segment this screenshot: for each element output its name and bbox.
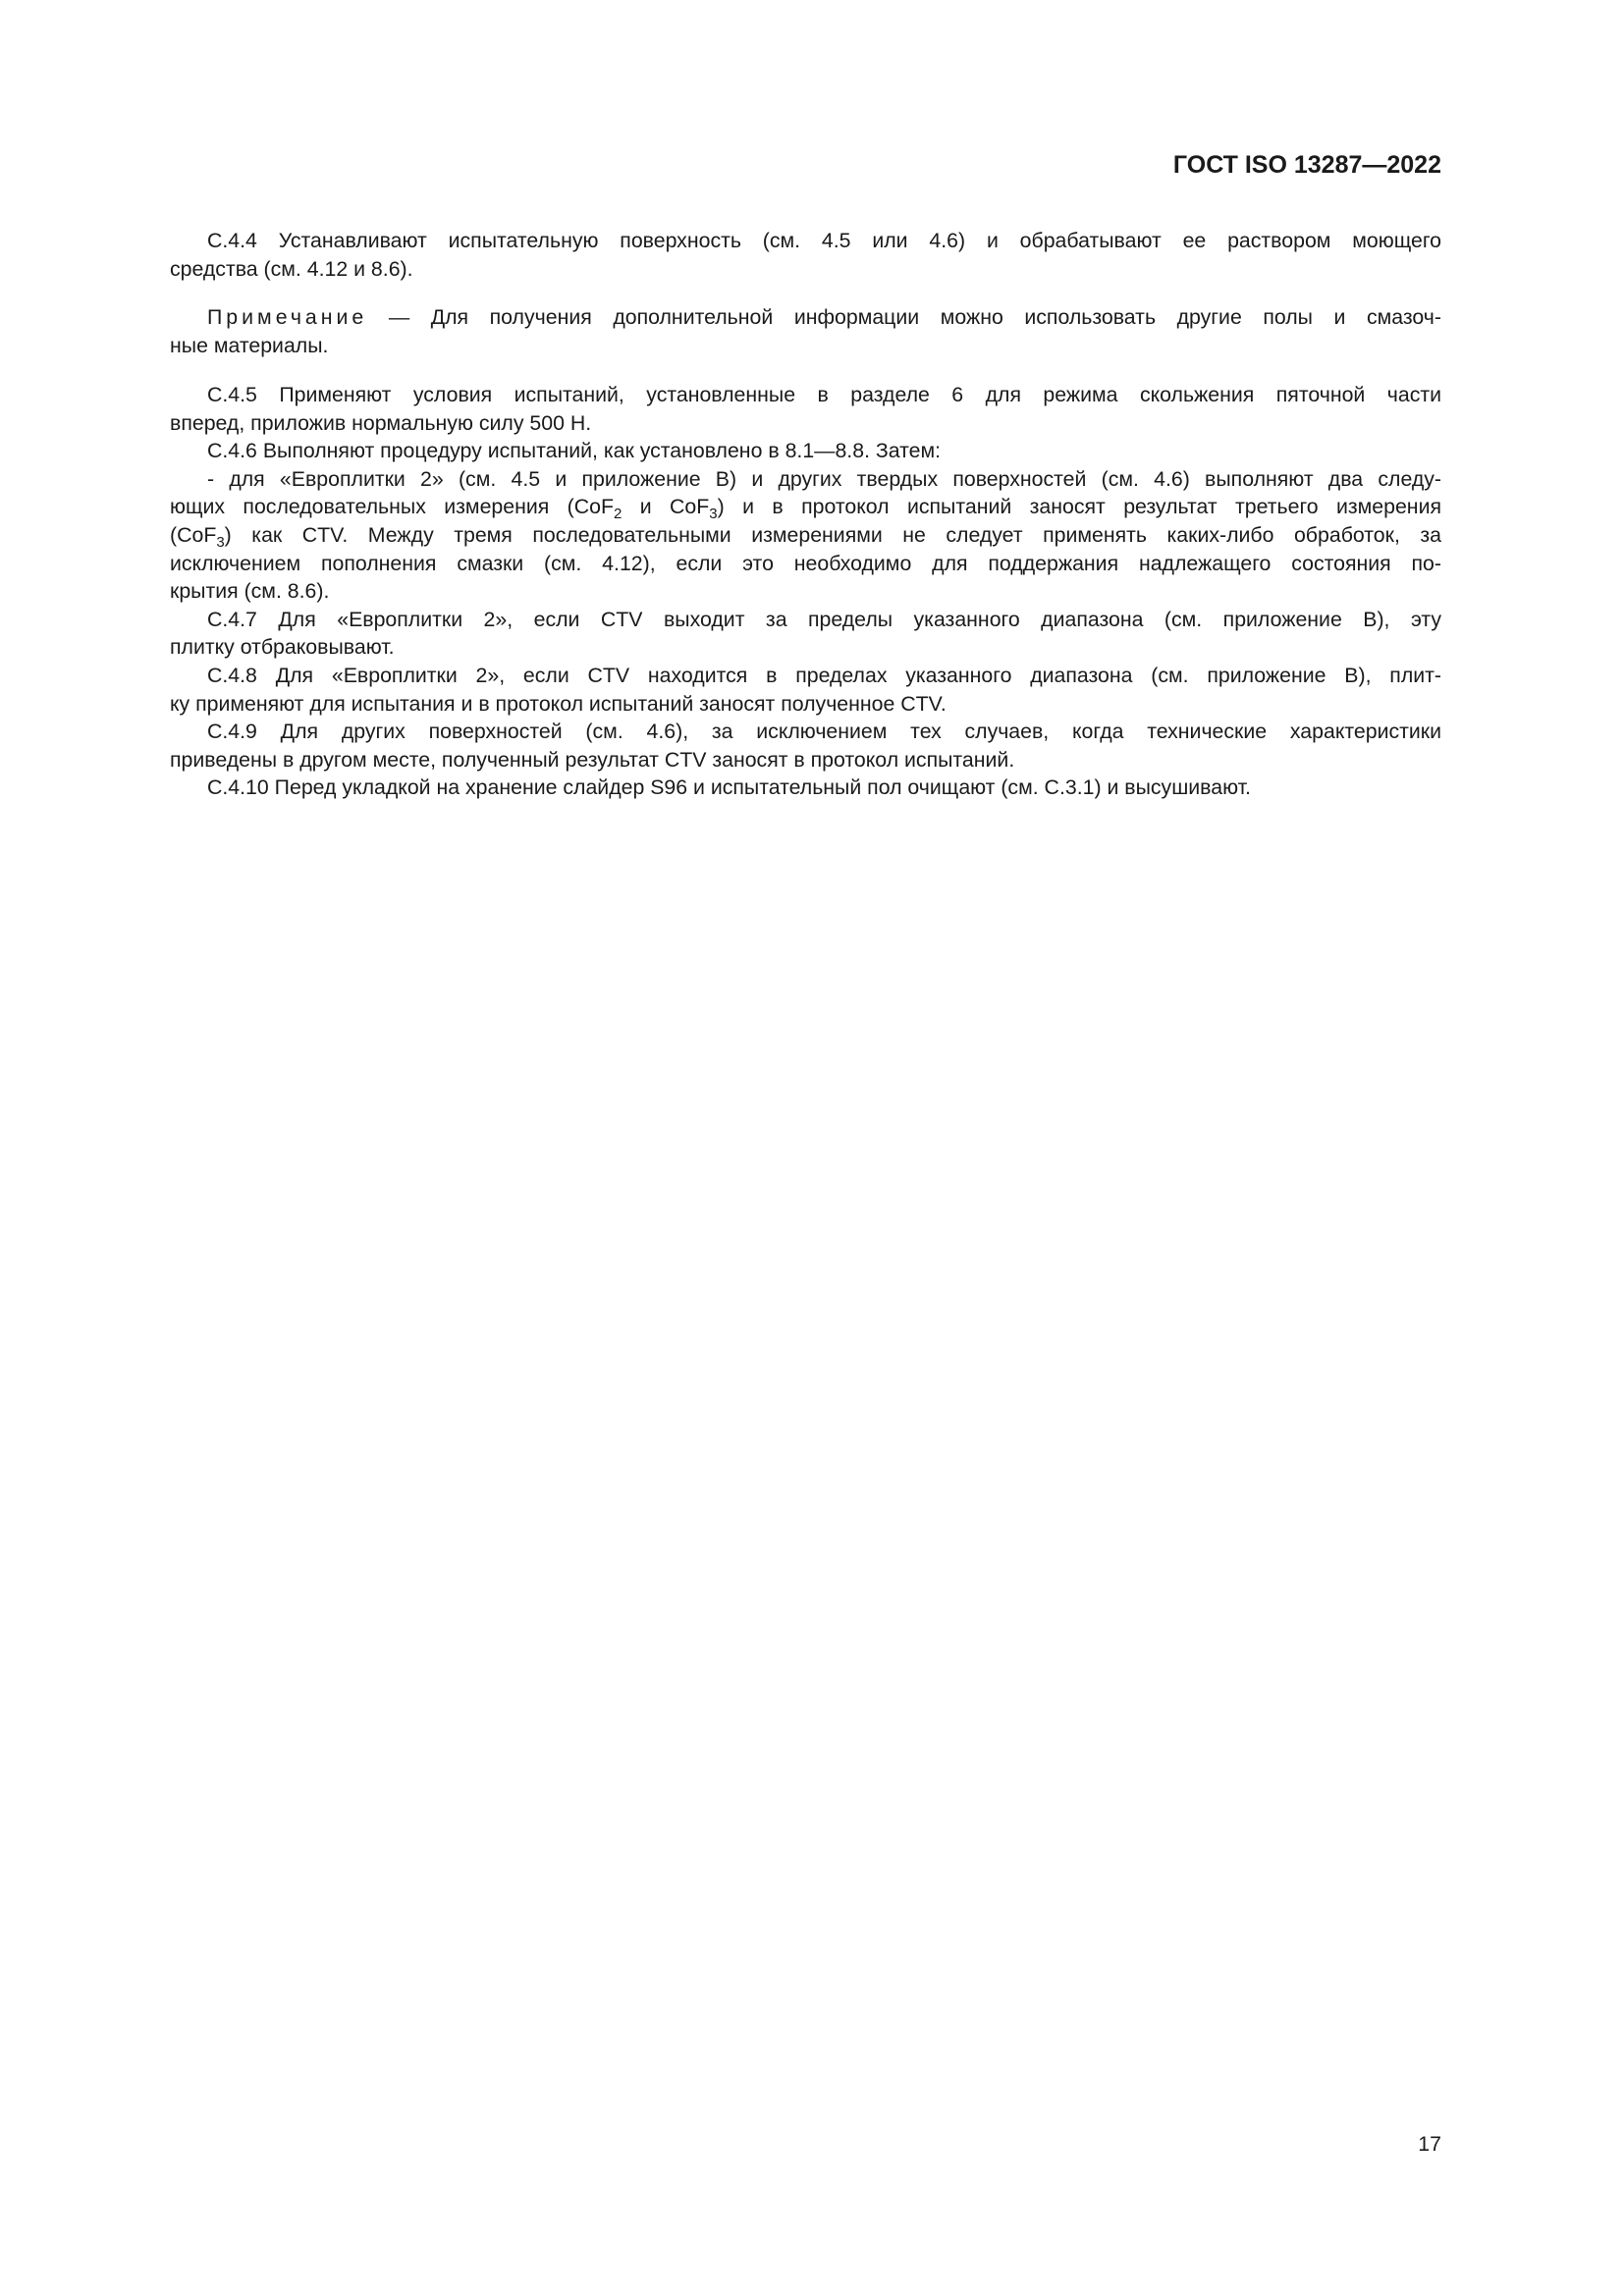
text-run: ющих последовательных измерения (CoF — [170, 495, 615, 519]
text-run: ) как CTV. Между тремя последовательными измерениями не следует применять каких-либо обработок, за — [224, 522, 1441, 547]
clause-c45 — [170, 381, 1441, 802]
note — [170, 303, 1441, 359]
document-header: ГОСТ ISO 13287—2022 — [1172, 151, 1441, 179]
text-line: - для «Европлитки 2» (см. 4.5 и приложение В) и других твердых поверхностей (см. 4.6) выполняют два следу- — [207, 466, 1441, 491]
text-line: исключением пополнения смазки (см. 4.12), если это необходимо для поддержания надлежащего состояния по- — [170, 551, 1441, 575]
text-line: С.4.8 Для «Европлитки 2», если CTV находится в пределах указанного диапазона (см. приложение В), плит- — [207, 663, 1441, 687]
text-run: и CoF — [622, 495, 710, 519]
text-line: средства (см. 4.12 и 8.6). — [170, 256, 413, 281]
subscript: 3 — [709, 506, 718, 523]
page-number: 17 — [1418, 2132, 1441, 2156]
text-line: С.4.6 Выполняют процедуру испытаний, как установлено в 8.1—8.8. Затем: — [207, 439, 942, 463]
text-line: С.4.10 Перед укладкой на хранение слайдер S96 и испытательный пол очищают (см. С.3.1) и высушивают. — [207, 775, 1251, 800]
text-line: С.4.9 Для других поверхностей (см. 4.6), за исключением тех случаев, когда технические характеристики — [207, 720, 1441, 744]
text-line — [170, 303, 1441, 332]
clause-c44 — [170, 227, 1441, 283]
subscript: 2 — [614, 506, 623, 523]
note-label: Примечание — [207, 305, 368, 329]
text-line: вперед, приложив нормальную силу 500 Н. — [170, 410, 592, 435]
text-run: (CoF — [170, 522, 217, 547]
note-text: — Для получения дополнительной информации можно использовать другие полы и смазоч- — [367, 305, 1441, 329]
text-line: С.4.7 Для «Европлитки 2», если CTV выходит за пределы указанного диапазона (см. приложение В), эту — [207, 607, 1441, 631]
text-line: С.4.4 Устанавливают испытательную поверхность (см. 4.5 или 4.6) и обрабатывают ее раствором моющего — [207, 229, 1441, 252]
text-line: ку применяют для испытания и в протокол испытаний заносят полученное CTV. — [170, 691, 947, 716]
text-line — [170, 493, 1441, 521]
text-line: С.4.5 Применяют условия испытаний, установленные в разделе 6 для режима скольжения пяточной части — [207, 383, 1441, 406]
text-line — [170, 521, 1441, 550]
text-line: приведены в другом месте, полученный результат CTV заносят в протокол испытаний. — [170, 747, 1015, 772]
text-run: ) и в протокол испытаний заносят результат третьего измерения — [717, 495, 1441, 519]
subscript: 3 — [216, 533, 225, 551]
text-line: крытия (см. 8.6). — [170, 579, 330, 604]
text-line: плитку отбраковывают. — [170, 635, 395, 660]
text-line: ные материалы. — [170, 333, 329, 357]
